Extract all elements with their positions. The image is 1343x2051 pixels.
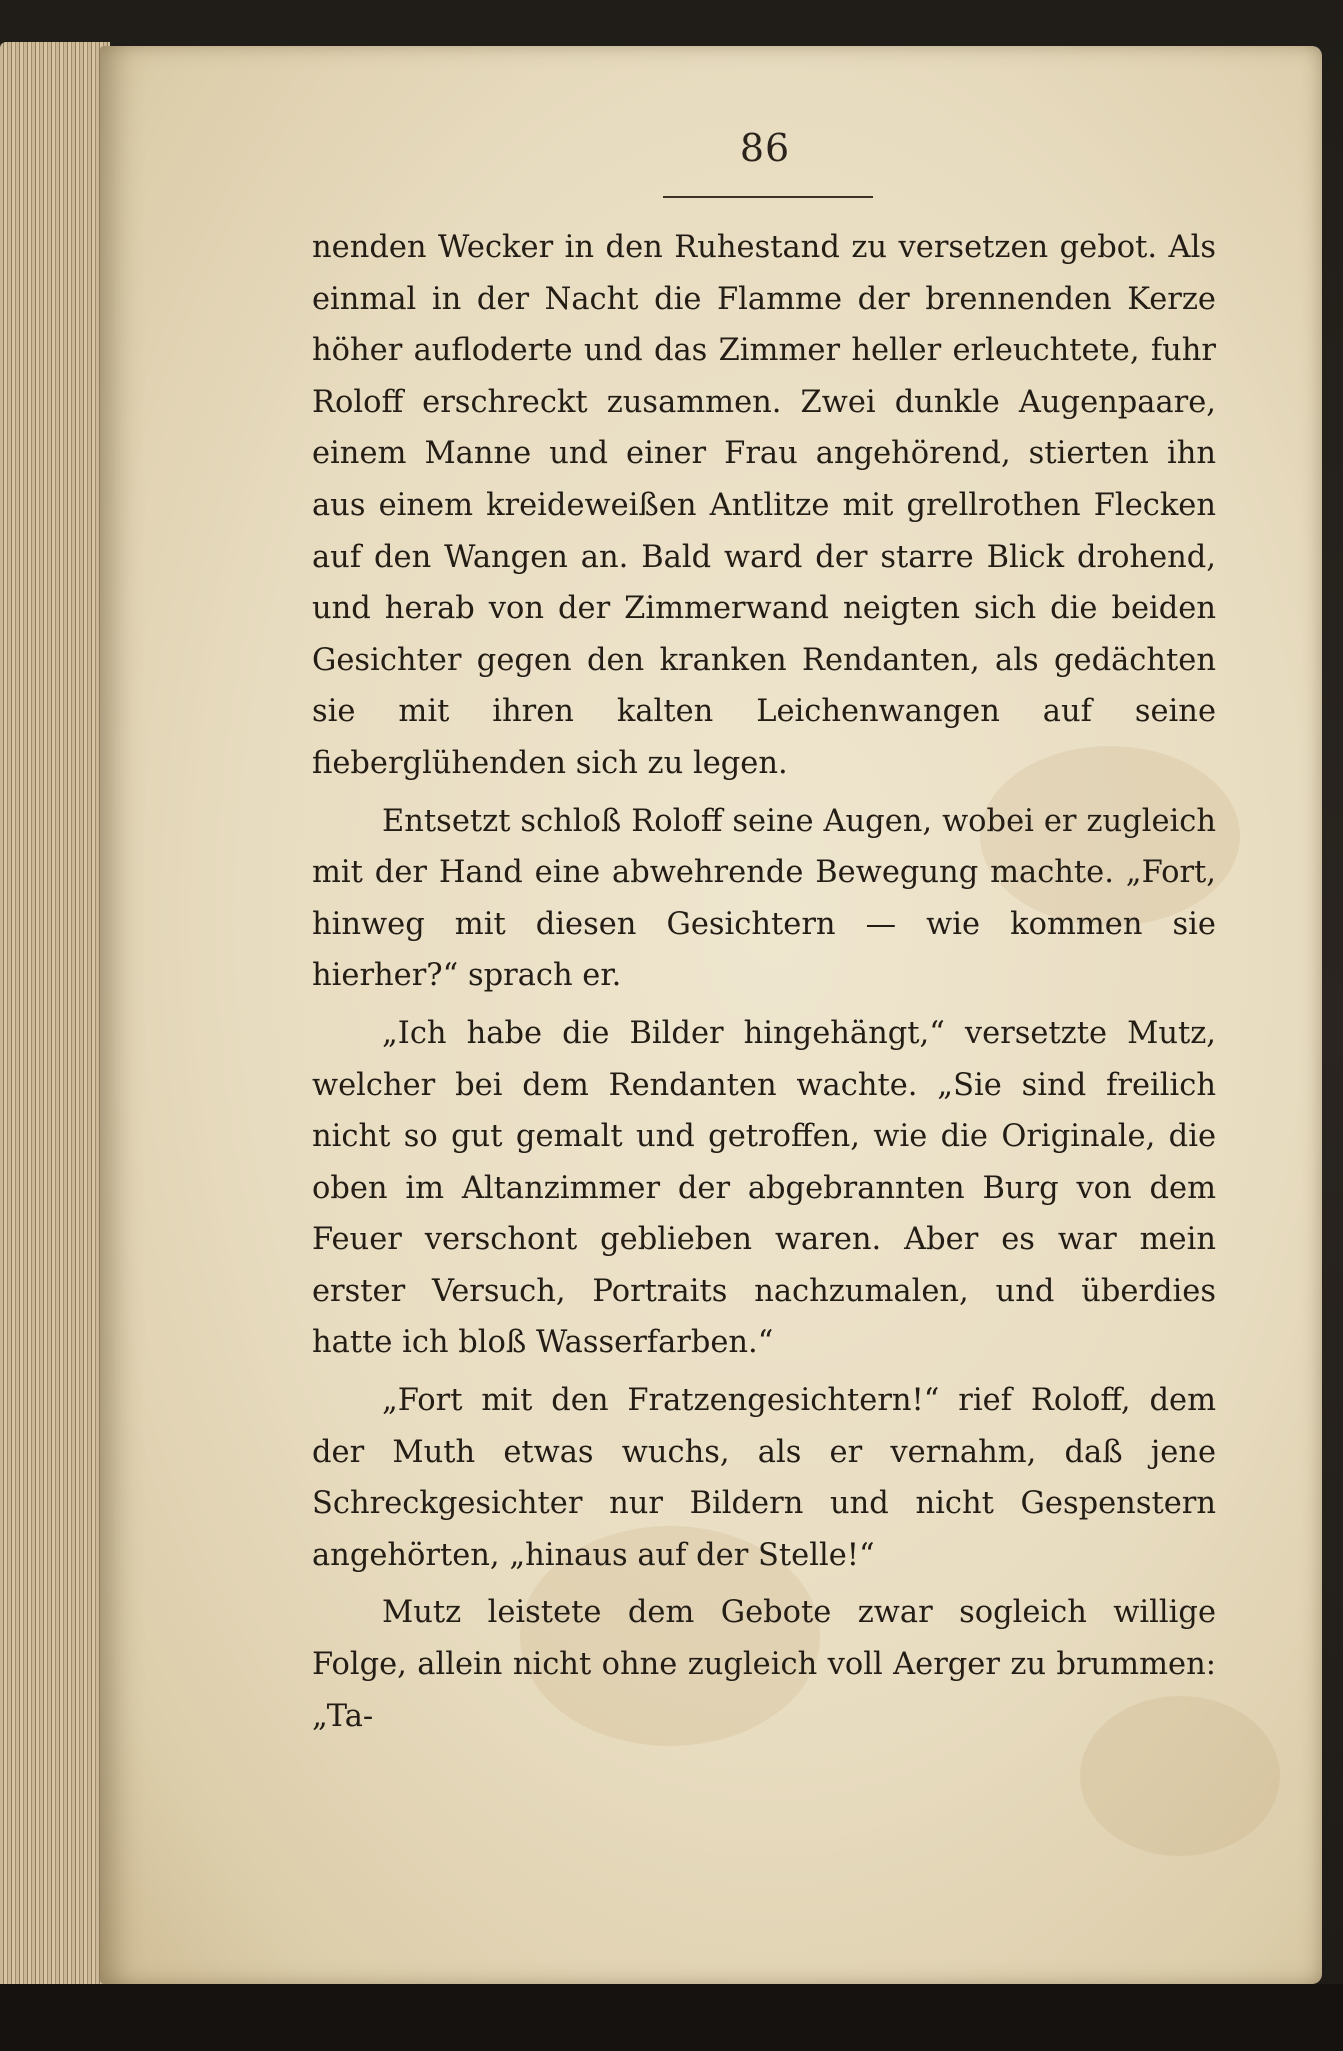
scan-background: [0, 1984, 1343, 2051]
paragraph: Entsetzt schloß Roloff seine Augen, wobei er zugleich mit der Hand eine abwehrende Bewegung machte. „Fort, hinweg mit diesen Gesichtern — wie kommen sie hierher?“ sprach er.: [312, 803, 1216, 994]
page-edges: [0, 42, 110, 1992]
header-rule: [663, 196, 873, 198]
paragraph: „Ich habe die Bilder hingehängt,“ versetzte Mutz, welcher bei dem Rendanten wachte. „Sie sind freilich nicht so gut gemalt und getroffen, wie die Originale, die oben im Altanzimmer der abgebrannten Burg von dem Feuer verschont geblieben waren. Aber es war mein erster Versuch, Portraits nachzumalen, und überdies hatte ich bloß Wasserfarben.“: [312, 1015, 1216, 1361]
paragraph: Mutz leistete dem Gebote zwar sogleich willige Folge, allein nicht ohne zugleich voll Aerger zu brummen: „Ta-: [312, 1595, 1216, 1734]
body-text: [312, 222, 1216, 1748]
paragraph: „Fort mit den Fratzengesichtern!“ rief Roloff, dem der Muth etwas wuchs, als er vernahm, daß jene Schreckgesichter nur Bildern und nicht Gespenstern angehörten, „hinaus auf der Stelle!“: [312, 1383, 1216, 1573]
paragraph: nenden Wecker in den Ruhestand zu versetzen gebot. Als einmal in der Nacht die Flamme der brennenden Kerze höher aufloderte und das Zimmer heller erleuchtete, fuhr Roloff erschreckt zusammen. Zwei dunkle Augenpaare, einem Manne und einer Frau angehörend, stierten ihn aus einem kreideweißen Antlitze mit grellrothen Flecken auf den Wangen an. Bald ward der starre Blick drohend, und herab von der Zimmerwand neigten sich die beiden Gesichter gegen den kranken Rendanten, als gedächten sie mit ihren kalten Leichenwangen auf seine fieberglühenden sich zu legen.: [312, 230, 1216, 781]
page-number: 86: [739, 126, 791, 170]
